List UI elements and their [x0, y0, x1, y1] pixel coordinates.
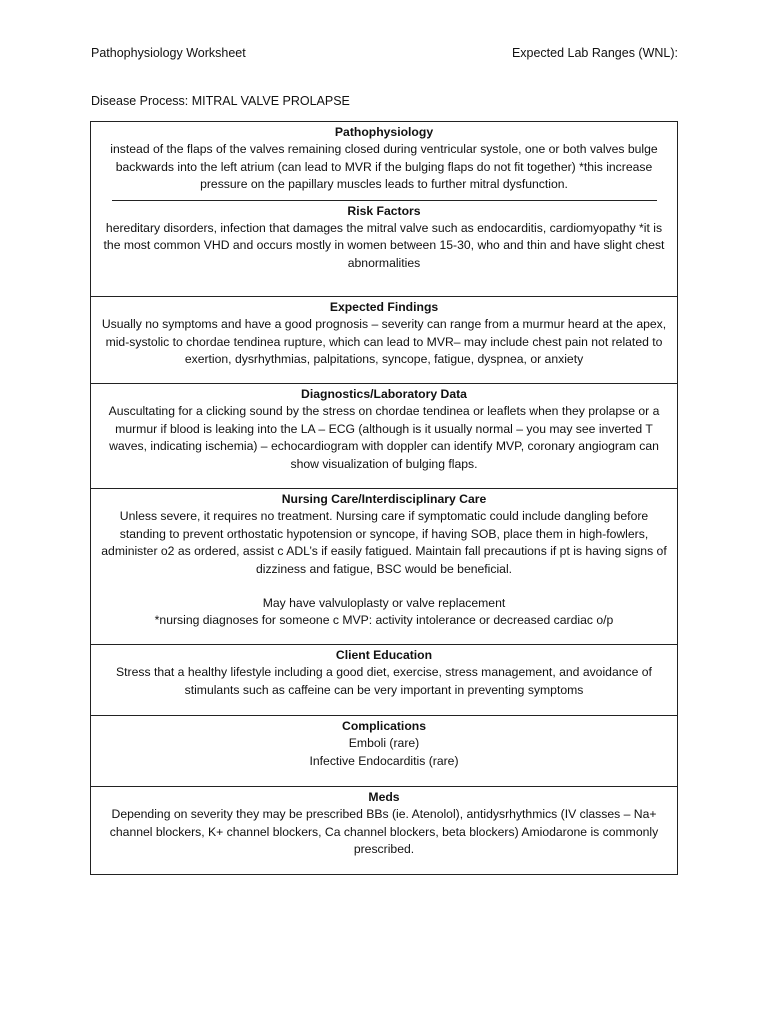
- meds-text: Depending on severity they may be prescribed BBs (ie. Atenolol), antidysrhythmics (IV classes – Na+ channel blockers, K+ channel blockers, Ca channel blockers, beta blockers) Amiodarone is commonly prescribed.: [109, 807, 659, 857]
- client-education-text: Stress that a healthy lifestyle including a good diet, exercise, stress management, and avoidance of stimulants such as caffeine can be very important in preventing symptoms: [116, 665, 652, 697]
- diagnostics-text: Auscultating for a clicking sound by the stress on chordae tendinea or leaflets when they prolapse or a murmur if blood is leaking into the LA – ECG (although is it usually normal – you may see inverted T waves, indicating ischemia) – echocardiogram with doppler can identify MVP, coronary angiogram can show visualization of bulging flaps.: [108, 404, 660, 471]
- diagnostics-heading: Diagnostics/Laboratory Data: [301, 387, 467, 401]
- client-education-heading: Client Education: [335, 648, 433, 662]
- pathophysiology-text: instead of the flaps of the valves remaining closed during ventricular systole, one or both valves bulge backwards into the left atrium (can lead to MVR if the bulging flaps do not fit together) *this increase pressure on the papillary muscles leads to further mitral dysfunction.: [110, 142, 658, 192]
- section-diagnostics: [91, 384, 677, 489]
- section-complications: [91, 716, 677, 787]
- nursing-care-text: Unless severe, it requires no treatment. Nursing care if symptomatic could include dangling before standing to prevent orthostatic hypotension or syncope, if having SOB, place them in high-fowlers, administer o2 as ordered, assist c ADL’s if easily fatigued. Maintain fall precautions if pt is having signs of dizziness and fatigue, BSC would be beneficial.: [101, 509, 667, 576]
- pathophysiology-heading: Pathophysiology: [334, 125, 434, 139]
- expected-findings-text: Usually no symptoms and have a good prognosis – severity can range from a murmur heard at the apex, mid-systolic to chordae tendinea rupture, which can lead to MVR– may include chest pain not related to exertion, dysrhythmias, palpitations, syncope, fatigue, dyspnea, or anxiety: [101, 317, 667, 367]
- lab-ranges-label: Expected Lab Ranges (WNL):: [511, 46, 678, 60]
- section-divider: [112, 200, 657, 201]
- spacer: [97, 578, 671, 595]
- complications-heading: Complications: [342, 719, 426, 733]
- section-expected-findings: [91, 297, 677, 384]
- complication-item: Infective Endocarditis (rare): [309, 753, 459, 768]
- risk-factors-text: hereditary disorders, infection that damages the mitral valve such as endocarditis, cardiomyopathy *it is the most common VHD and occurs mostly in women between 15-30, who and thin and have slight chest abnormalities: [103, 221, 665, 270]
- complication-item: Emboli (rare): [348, 736, 420, 751]
- disease-process-label: Disease Process: MITRAL VALVE PROLAPSE: [91, 94, 350, 108]
- section-client-education: [91, 645, 677, 716]
- nursing-care-heading: Nursing Care/Interdisciplinary Care: [281, 492, 487, 506]
- section-meds: [91, 787, 677, 874]
- worksheet-table: [90, 121, 678, 875]
- expected-findings-heading: Expected Findings: [329, 300, 439, 314]
- meds-heading: Meds: [368, 790, 400, 804]
- section-nursing-care: [91, 489, 677, 645]
- risk-factors-heading: Risk Factors: [347, 203, 421, 218]
- section-pathophysiology-risk: [91, 122, 677, 297]
- nursing-diagnoses-text: *nursing diagnoses for someone c MVP: activity intolerance or decreased cardiac o/p: [154, 613, 614, 628]
- worksheet-title: Pathophysiology Worksheet: [91, 46, 246, 60]
- nursing-care-procedures: May have valvuloplasty or valve replacement: [262, 596, 506, 611]
